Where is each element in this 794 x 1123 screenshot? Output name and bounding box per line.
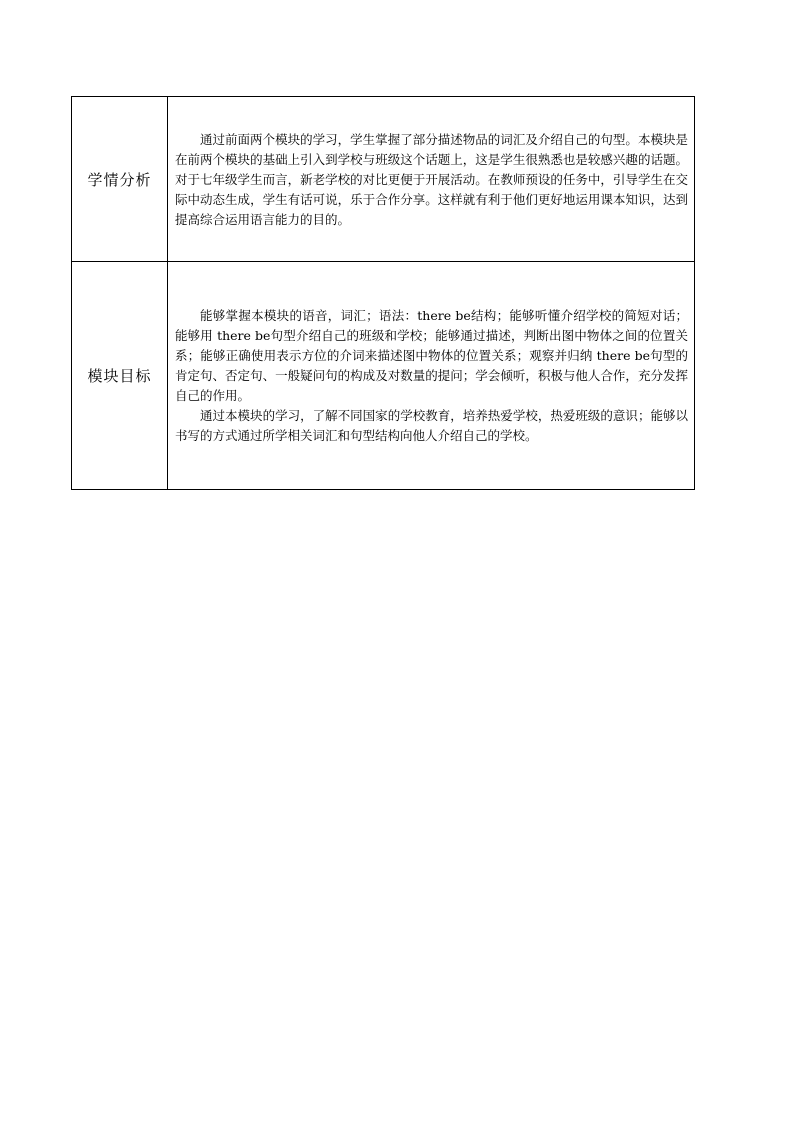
learner-analysis-paragraph: 通过前面两个模块的学习，学生掌握了部分描述物品的词汇及介绍自己的句型。本模块是在前两个模块的基础上引入到学校与班级这个话题上，这是学生很熟悉也是较感兴趣的话题。对于七年级学生而言，新老学校的对比更便于开展活动。在教师预设的任务中，引导学生在交际中动态生成，学生有话可说，乐于合作分享。这样就有利于他们更好地运用课本知识，达到提高综合运用语言能力的目的。 [175, 131, 688, 227]
table-row-learner-analysis [72, 97, 695, 262]
module-objectives-paragraph-2: 通过本模块的学习，了解不同国家的学校教育，培养热爱学校，热爱班级的意识；能够以书写的方式通过所学相关词汇和句型结构向他人介绍自己的学校。 [175, 408, 688, 443]
row-label-learner-analysis: 学情分析 [72, 97, 168, 262]
row-content-module-objectives [168, 262, 695, 490]
row-label-module-objectives: 模块目标 [72, 262, 168, 490]
row-content-learner-analysis [168, 97, 695, 262]
lesson-plan-table [71, 96, 695, 490]
module-objectives-paragraph-1: 能够掌握本模块的语音，词汇；语法：there be结构；能够听懂介绍学校的简短对话；能够用 there be句型介绍自己的班级和学校；能够通过描述，判断出图中物体之间的位置关系；能够正确使用表示方位的介词来描述图中物体的位置关系；观察并归纳 there be句型的肯定句、否定句、一般疑问句的构成及对数量的提问；学会倾听，积极与他人合作，充分发挥自己的作用。 [175, 308, 688, 403]
table-row-module-objectives [72, 262, 695, 490]
